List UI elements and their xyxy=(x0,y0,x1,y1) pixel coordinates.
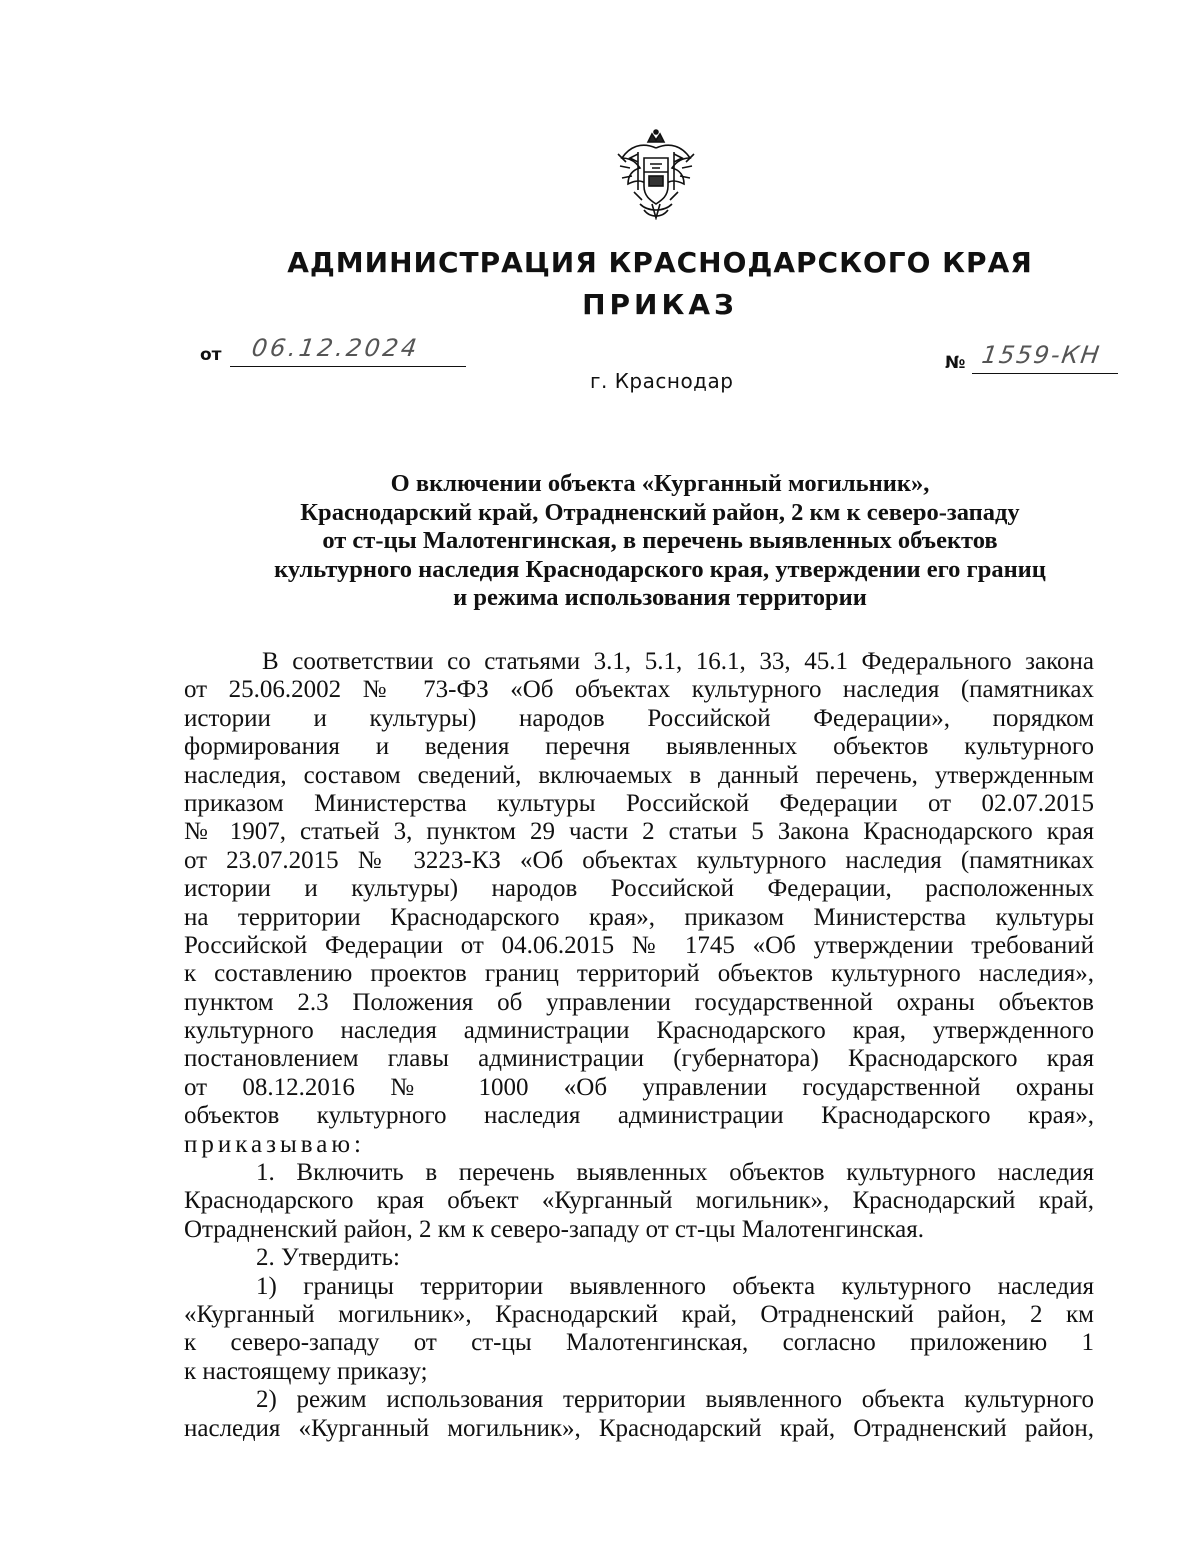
body-line: истории и культуры) народов Российской Федерации, расположенных xyxy=(184,875,1094,903)
number-value: 1559-КН xyxy=(980,341,1103,369)
document-type: ПРИКАЗ xyxy=(582,288,738,321)
subject-line: от ст-цы Малотенгинская, в перечень выявленных объектов xyxy=(322,527,998,554)
body-line: формирования и ведения перечня выявленных объектов культурного xyxy=(184,733,1094,761)
city-label: г. Краснодар xyxy=(590,369,734,393)
body-line: от 25.06.2002 № 73-ФЗ «Об объектах культурного наследия (памятниках xyxy=(184,676,1094,704)
item-2-heading: 2. Утвердить: xyxy=(256,1244,400,1272)
date-label: от xyxy=(200,345,222,365)
body-line: от 23.07.2015 № 3223-КЗ «Об объектах культурного наследия (памятниках xyxy=(184,846,1094,874)
subject-line: культурного наследия Краснодарского края, утверждении его границ xyxy=(274,555,1046,583)
order-body xyxy=(184,648,1094,1443)
body-line: постановлением главы администрации (губернатора) Краснодарского края xyxy=(184,1045,1094,1073)
subject-line: О включении объекта «Курганный могильник», xyxy=(390,470,930,497)
subitem-2-line: 2) режим использования территории выявленного объекта культурного xyxy=(256,1386,1094,1414)
body-line: приказом Министерства культуры Российской Федерации от 02.07.2015 xyxy=(184,789,1094,817)
coat-of-arms-icon xyxy=(612,128,700,220)
body-line: пунктом 2.3 Положения об управлении государственной охраны объектов xyxy=(184,988,1094,1016)
subitem-1-line: к северо-западу от ст-цы Малотенгинская, согласно приложению 1 xyxy=(184,1329,1094,1357)
body-line: Российской Федерации от 04.06.2015 № 1745 «Об утверждении требований xyxy=(184,931,1094,959)
body-line: от 08.12.2016 № 1000 «Об управлении государственной охраны xyxy=(184,1073,1094,1101)
order-subject xyxy=(210,470,1110,613)
body-line: № 1907, статьей 3, пунктом 29 части 2 статьи 5 Закона Краснодарского края xyxy=(184,818,1094,846)
subitem-1-line: 1) границы территории выявленного объекта культурного наследия xyxy=(256,1272,1094,1300)
date-value: 06.12.2024 xyxy=(250,334,422,362)
subject-line: Краснодарский край, Отрадненский район, 2 км к северо-западу xyxy=(300,498,1020,526)
body-line: наследия, составом сведений, включаемых в данный перечень, утвержденным xyxy=(184,761,1094,789)
body-line: В соответствии со статьями 3.1, 5.1, 16.1, 33, 45.1 Федерального закона xyxy=(262,648,1094,675)
body-line: культурного наследия администрации Краснодарского края, утвержденного xyxy=(184,1017,1094,1045)
body-line: на территории Краснодарского края», приказом Министерства культуры xyxy=(184,903,1094,931)
body-line: истории и культуры) народов Российской Федерации», порядком xyxy=(184,704,1094,732)
subitem-1-line: к настоящему приказу; xyxy=(184,1357,428,1385)
number-label: № xyxy=(945,353,966,373)
number-underline xyxy=(972,373,1118,374)
body-line: объектов культурного наследия администрации Краснодарского края», xyxy=(184,1102,1094,1130)
organization-title: АДМИНИСТРАЦИЯ КРАСНОДАРСКОГО КРАЯ xyxy=(287,246,1033,279)
date-underline xyxy=(230,366,466,367)
item-1-line: Отрадненский район, 2 км к северо-западу от ст-цы Малотенгинская. xyxy=(184,1215,925,1243)
item-1-line: 1. Включить в перечень выявленных объектов культурного наследия xyxy=(256,1159,1094,1187)
subitem-1-line: «Курганный могильник», Краснодарский край, Отрадненский район, 2 км xyxy=(184,1300,1094,1328)
subject-line: и режима использования территории xyxy=(453,584,867,611)
body-line-order-word: приказываю: xyxy=(184,1130,365,1158)
body-line: к составлению проектов границ территорий объектов культурного наследия», xyxy=(184,960,1094,988)
subitem-2-line: наследия «Курганный могильник», Краснодарский край, Отрадненский район, xyxy=(184,1414,1094,1442)
item-1-line: Краснодарского края объект «Курганный могильник», Краснодарский край, xyxy=(184,1187,1094,1215)
